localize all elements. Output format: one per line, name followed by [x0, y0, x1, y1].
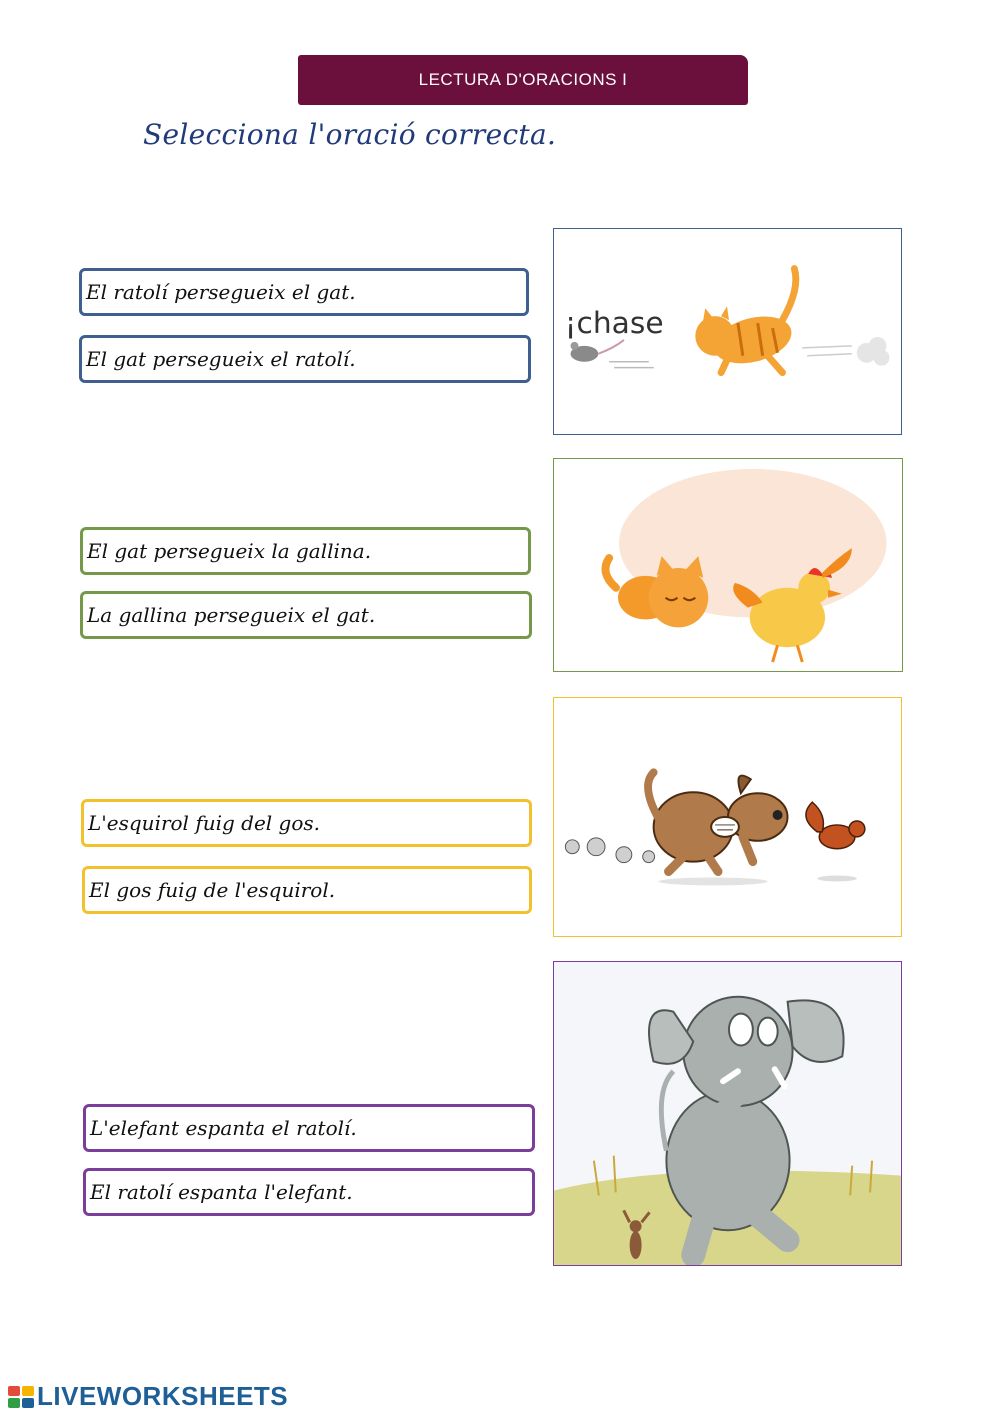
mouse-scaring-elephant-image: [553, 961, 902, 1266]
instruction-text: Selecciona l'oració correcta.: [143, 118, 557, 151]
liveworksheets-footer: [8, 1381, 288, 1412]
title-banner: [298, 55, 748, 105]
option-q3-a[interactable]: L'esquirol fuig del gos.: [81, 799, 532, 847]
dog-chasing-squirrel-image: [553, 697, 902, 937]
chase-text: ¡chase: [564, 305, 664, 341]
option-q2-a[interactable]: El gat persegueix la gallina.: [80, 527, 531, 575]
option-q3-b[interactable]: El gos fuig de l'esquirol.: [82, 866, 532, 914]
cat-chasing-hen-image: [553, 458, 903, 672]
option-q4-b[interactable]: El ratolí espanta l'elefant.: [83, 1168, 535, 1216]
liveworksheets-logo-icon: [8, 1386, 34, 1408]
option-q1-a[interactable]: El ratolí persegueix el gat.: [79, 268, 529, 316]
option-q4-a[interactable]: L'elefant espanta el ratolí.: [83, 1104, 535, 1152]
option-q2-b[interactable]: La gallina persegueix el gat.: [80, 591, 532, 639]
page-title: LECTURA D'ORACIONS I: [418, 70, 628, 89]
brand-name: LIVEWORKSHEETS: [37, 1381, 289, 1411]
option-q1-b[interactable]: El gat persegueix el ratolí.: [79, 335, 531, 383]
cat-chasing-mouse-image: [553, 228, 902, 435]
